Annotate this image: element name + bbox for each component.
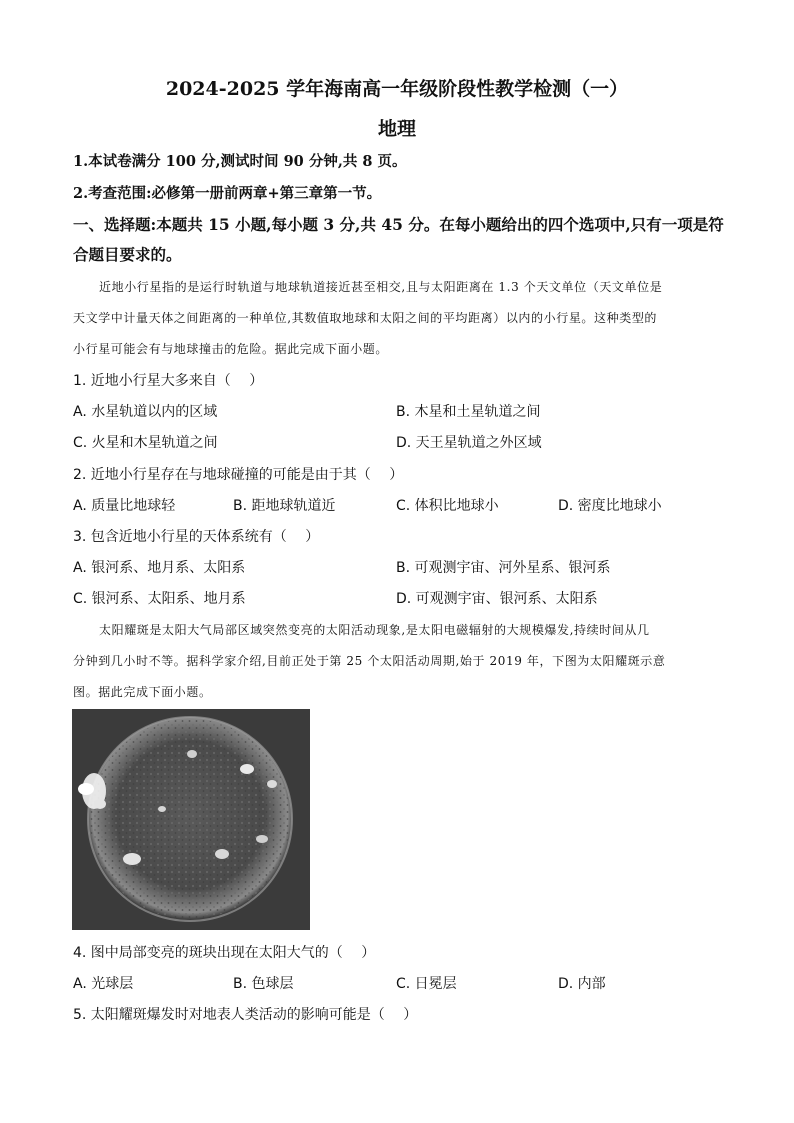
option-c: C. 日冕层 <box>396 976 457 992</box>
passage-line: 小行星可能会有与地球撞击的危险。据此完成下面小题。 <box>73 342 389 356</box>
note-line: 1.本试卷满分 100 分,测试时间 90 分钟,共 8 页。 <box>73 153 407 170</box>
passage-line: 天文学中计量天体之间距离的一种单位,其数值取地球和太阳之间的平均距离）以内的小行星。这种类型的 <box>73 311 658 325</box>
section-heading: 一、选择题:本题共 15 小题,每小题 3 分,共 45 分。在每小题给出的四个选项中,只有一项是符 <box>73 215 724 234</box>
option-d: D. 内部 <box>558 976 606 992</box>
passage-line: 近地小行星指的是运行时轨道与地球轨道接近甚至相交,且与太阳距离在 1.3 个天文单位（天文单位是 <box>99 280 663 294</box>
passage-line: 分钟到几小时不等。据科学家介绍,目前正处于第 25 个太阳活动周期,始于 2019 年，下图为太阳耀斑示意 <box>73 654 666 668</box>
passage-line: 太阳耀斑是太阳大气局部区域突然变亮的太阳活动现象,是太阳电磁辐射的大规模爆发,持续时间从几 <box>99 623 650 637</box>
option-d: D. 可观测宇宙、银河系、太阳系 <box>396 591 598 607</box>
option-b: B. 可观测宇宙、河外星系、银河系 <box>396 560 611 576</box>
solar-flare-image <box>72 709 310 930</box>
question-stem: 1. 近地小行星大多来自（ ） <box>73 373 264 389</box>
exam-title: 2024-2025 学年海南高一年级阶段性教学检测（一） <box>165 78 629 100</box>
option-a: A. 光球层 <box>73 976 134 992</box>
question-stem: 2. 近地小行星存在与地球碰撞的可能是由于其（ ） <box>73 467 404 483</box>
sun-illustration <box>72 709 310 930</box>
question-stem: 4. 图中局部变亮的斑块出现在太阳大气的（ ） <box>73 945 376 961</box>
option-b: B. 距地球轨道近 <box>233 498 336 514</box>
subject-title: 地理 <box>377 118 416 140</box>
question-stem: 3. 包含近地小行星的天体系统有（ ） <box>73 529 320 545</box>
option-b: B. 色球层 <box>233 976 294 992</box>
option-c: C. 银河系、太阳系、地月系 <box>73 591 246 607</box>
note-line: 2.考查范围:必修第一册前两章+第三章第一节。 <box>73 185 382 202</box>
option-d: D. 密度比地球小 <box>558 498 662 514</box>
passage-line: 图。据此完成下面小题。 <box>73 685 212 699</box>
question-stem: 5. 太阳耀斑爆发时对地表人类活动的影响可能是（ ） <box>73 1007 418 1023</box>
option-d: D. 天王星轨道之外区域 <box>396 435 542 451</box>
option-a: A. 水星轨道以内的区域 <box>73 404 218 420</box>
option-b: B. 木星和土星轨道之间 <box>396 404 541 420</box>
section-heading: 合题目要求的。 <box>73 245 182 264</box>
option-c: C. 火星和木星轨道之间 <box>73 435 218 451</box>
option-a: A. 银河系、地月系、太阳系 <box>73 560 246 576</box>
option-a: A. 质量比地球轻 <box>73 498 176 514</box>
option-c: C. 体积比地球小 <box>396 498 499 514</box>
